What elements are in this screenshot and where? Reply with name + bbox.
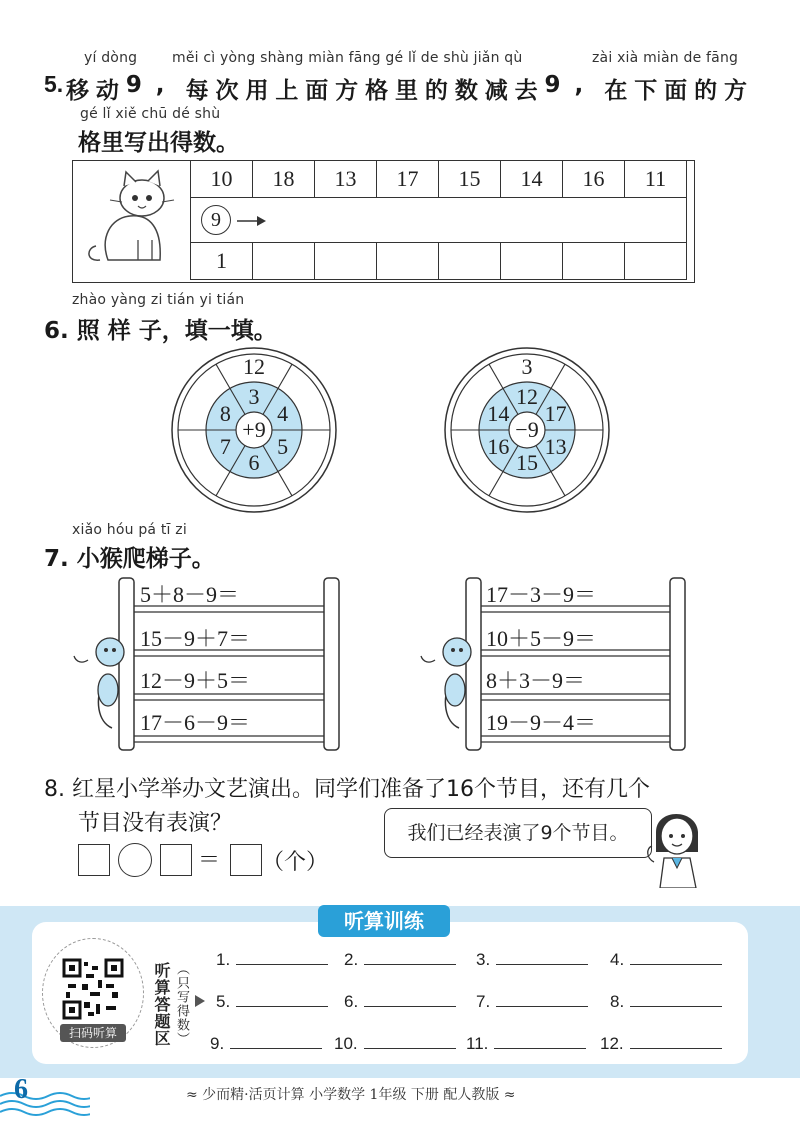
q7-title: 7. 小猴爬梯子。 [44, 546, 215, 572]
wheel-inner-number: 12 [516, 384, 538, 409]
ladder2-eq: 8＋3－9＝ [486, 668, 586, 693]
q5-top-cell: 13 [315, 161, 377, 198]
wheel-outer-number: 12 [243, 354, 265, 379]
answer-slot[interactable] [334, 1034, 456, 1054]
ladder1-eq: 17－6－9＝ [140, 710, 251, 735]
q5-top-cell: 11 [625, 161, 687, 198]
page-number: 6 [14, 1074, 28, 1105]
q5-pinyin-c: zài xià miàn de fāng [592, 50, 739, 66]
q5-operator-circle: 9 [201, 205, 231, 235]
wheel-inner-number: 3 [248, 384, 260, 409]
q5-top-cell: 14 [501, 161, 563, 198]
footer-text: ≈ 少而精·活页计算 小学数学 1年级 下册 配人教版 ≈ [186, 1087, 516, 1103]
answer-slot[interactable] [610, 950, 722, 970]
q5-pinyin-a: yí dòng [84, 50, 138, 66]
wheel-inner-number: 7 [219, 433, 231, 459]
q5-word: 方 [724, 78, 747, 104]
qr-label[interactable]: 扫码听算 [60, 1024, 126, 1042]
q8-answer-box[interactable] [78, 844, 110, 876]
answer-area-label: 听算答题区 [152, 962, 171, 1047]
q5-top-cell: 10 [191, 161, 253, 198]
wheel-inner-number: 6 [248, 450, 260, 475]
monkey-2-illustration [421, 638, 471, 728]
wheel-operator: −9 [515, 417, 539, 442]
answer-number: 9. [210, 1034, 225, 1053]
answer-number: 7. [476, 992, 491, 1011]
q5-word: 方 [335, 78, 359, 104]
q5-word: 动 [95, 78, 119, 104]
listening-title: 听算训练 [318, 905, 450, 937]
wheel-inner-number: 4 [277, 400, 289, 426]
q5-top-cell: 18 [253, 161, 315, 198]
wheel-inner-number: 5 [277, 433, 289, 459]
wheel-inner-number: 16 [487, 433, 510, 459]
q5-word: 9 [544, 72, 561, 98]
q5-word: , [574, 72, 584, 98]
answer-number: 2. [344, 950, 359, 969]
wheel-operator: +9 [242, 417, 266, 442]
answer-slot[interactable] [344, 992, 456, 1012]
q8-question-line2: 节目没有表演？ [78, 811, 233, 836]
q5-word: 每 [185, 78, 209, 104]
q5-word: 里 [395, 78, 418, 104]
q5-top-cell: 17 [377, 161, 439, 198]
answer-number: 10. [334, 1034, 358, 1053]
answer-number: 5. [216, 992, 231, 1011]
answer-number: 11. [466, 1034, 489, 1053]
wheel-outer-number: 3 [521, 354, 533, 379]
q6-title: 6. 照 样 子，填一填。 [44, 318, 277, 344]
q5-top-cell: 16 [563, 161, 625, 198]
q5-word: 上 [275, 78, 299, 104]
ladder1-eq: 12－9＋5＝ [140, 668, 251, 693]
ladder2-eq: 19－9－4＝ [486, 710, 597, 735]
answer-slot[interactable] [610, 992, 722, 1012]
ladder2-eq: 10＋5－9＝ [486, 626, 597, 651]
answer-number: 1. [216, 950, 231, 969]
q5-word: 在 [604, 78, 628, 104]
answer-slot[interactable] [476, 992, 588, 1012]
q5-word: 格 [365, 78, 389, 104]
answer-slot[interactable] [210, 1034, 322, 1054]
q6-pinyin: zhào yàng zi tián yi tián [72, 292, 245, 308]
answer-slot[interactable] [216, 950, 328, 970]
answer-slot[interactable] [600, 1034, 722, 1054]
q5-top-cell: 15 [439, 161, 501, 198]
q5-word: 的 [694, 78, 718, 104]
answer-area-note: （只写得数） [174, 962, 189, 1046]
q5-word: 面 [305, 78, 329, 104]
wheel-inner-number: 17 [544, 400, 567, 426]
answer-number: 4. [610, 950, 625, 969]
answer-number: 6. [344, 992, 359, 1011]
wheel-inner-number: 15 [516, 450, 538, 475]
q5-word: 移 [66, 78, 89, 104]
ladder2-eq: 17－3－9＝ [486, 582, 597, 607]
q8-answer-box[interactable] [160, 844, 192, 876]
q5-word: , [155, 72, 165, 98]
q5-pinyin-2: gé lǐ xiě chū dé shù [80, 106, 221, 122]
q5-word: 下 [634, 78, 658, 104]
ladder1-eq: 15－9＋7＝ [140, 626, 251, 651]
q8-equals: ＝ [198, 848, 221, 873]
q5-word: 9 [125, 72, 142, 98]
q5-word: 减 [484, 78, 508, 104]
q5-question-line2: 格里写出得数。 [78, 130, 239, 156]
ladder1-eq: 5＋8－9＝ [140, 582, 240, 607]
answer-slot[interactable] [466, 1034, 586, 1054]
q8-question-line1: 8. 红星小学举办文艺演出。同学们准备了16个节目，还有几个 [44, 777, 650, 802]
q8-unit: （个） [262, 850, 329, 875]
q8-operator-circle[interactable] [118, 843, 152, 877]
triangle-right-icon [194, 994, 206, 1008]
qr-code-icon[interactable] [62, 958, 124, 1020]
q5-word: 用 [245, 78, 269, 104]
q5-pinyin-b: měi cì yòng shàng miàn fāng gé lǐ de shù jiǎn qù [172, 50, 523, 66]
q7-pinyin: xiǎo hóu pá tī zi [72, 522, 187, 538]
monkey-1-illustration [74, 638, 124, 728]
answer-slot[interactable] [476, 950, 588, 970]
answer-number: 8. [610, 992, 625, 1011]
q5-number: 5. [44, 71, 64, 97]
q5-word: 去 [514, 78, 538, 104]
answer-number: 12. [600, 1034, 624, 1053]
q5-word: 的 [424, 78, 448, 104]
wheel-inner-number: 14 [487, 400, 510, 426]
answer-slot[interactable] [344, 950, 456, 970]
q5-word: 次 [215, 78, 239, 104]
wheel-inner-number: 8 [219, 400, 231, 426]
answer-slot[interactable] [216, 992, 328, 1012]
q5-answer-cell: 1 [191, 243, 253, 280]
speech-bubble: 我们已经表演了9个节目。 [384, 808, 652, 858]
wheel-inner-number: 13 [544, 433, 567, 459]
q5-word: 数 [454, 78, 478, 104]
girl-illustration [646, 802, 710, 888]
q8-answer-box[interactable] [230, 844, 262, 876]
q5-word: 面 [664, 78, 688, 104]
answer-number: 3. [476, 950, 491, 969]
